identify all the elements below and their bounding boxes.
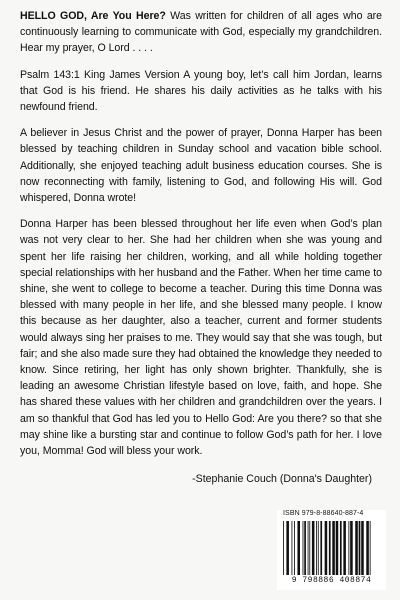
barcode-bar [359,521,361,575]
barcode-bar [292,521,293,575]
barcode [277,510,386,590]
barcode-bar [325,521,328,575]
barcode-bar [361,521,364,575]
barcode-bar [332,521,335,575]
barcode-bar [308,521,309,575]
barcode-bar [286,521,289,575]
tribute-paragraph: Donna Harper has been blessed throughout her life even when God’s plan was not very clear to her. She had her children when she was young and spent her life raising her children, working, and all while holding together special relationships with her husband and the Father. When her time came to shine, she went to college to become a teacher. During this time Donna was blessed with many people in her life, and she blessed many people. I know this because as her daughter, also a teacher, current and former students would always sing her praises to me. They would say that she was tough, but fair; and she also made sure they had obtained the knowledge they needed to know. Since retiring, her light has only shown brighter. Thankfully, she is leading an awesome Christian lifestyle based on love, faith, and hope. She has shared these values with her children and grandchildren over the years. I am so thankful that God has led you to Hello God: Are you there? so that she may shine like a bursting star and continue to follow God’s path for her. I love you, Momma! God will bless your work. [20,218,382,458]
intro-paragraph [20,8,382,57]
intro-text: Was written for children of all ages who are continuously learning to communicate with God, especially my grandchildren. Hear my prayer, O Lord . . . . [20,10,382,55]
book-title: HELLO GOD, Are You Here? [20,10,166,22]
barcode-bar [309,521,310,575]
barcode-bar [320,521,322,575]
barcode-bar [312,521,315,575]
barcode-bar [283,521,284,575]
barcode-bar [294,521,295,575]
signature: -Stephanie Couch (Donna's Daughter) [192,473,372,486]
barcode-bar [303,521,304,575]
barcode-bar [316,521,317,575]
barcode-bars [283,521,381,575]
barcode-bar [350,521,353,575]
barcode-bar [366,521,369,575]
isbn-label: ISBN 979-8-88640-887-4 [283,510,364,517]
psalm-paragraph: Psalm 143:1 King James Version A young boy, let’s call him Jordan, learns that God is his friend. He shares his daily activities as he talks with his newfound friend. [20,68,382,114]
author-bio-paragraph: A believer in Jesus Christ and the power of prayer, Donna Harper has been blessed by teaching children in Sunday school and vacation bible school. Additionally, she enjoyed teaching adult business education courses. She is now reconnecting with family, listening to God, and following His will. God whispered, Donna wrote! [20,127,382,205]
barcode-bar [304,521,306,575]
barcode-bar [318,521,319,575]
barcode-bar [348,521,349,575]
barcode-bar [370,521,371,575]
barcode-bar [355,521,358,575]
barcode-bar [340,521,342,575]
barcode-bar [343,521,346,575]
barcode-bar [297,521,300,575]
barcode-bar [336,521,339,575]
barcode-bar [329,521,331,575]
barcode-number: 9 798886 408874 [291,576,372,585]
